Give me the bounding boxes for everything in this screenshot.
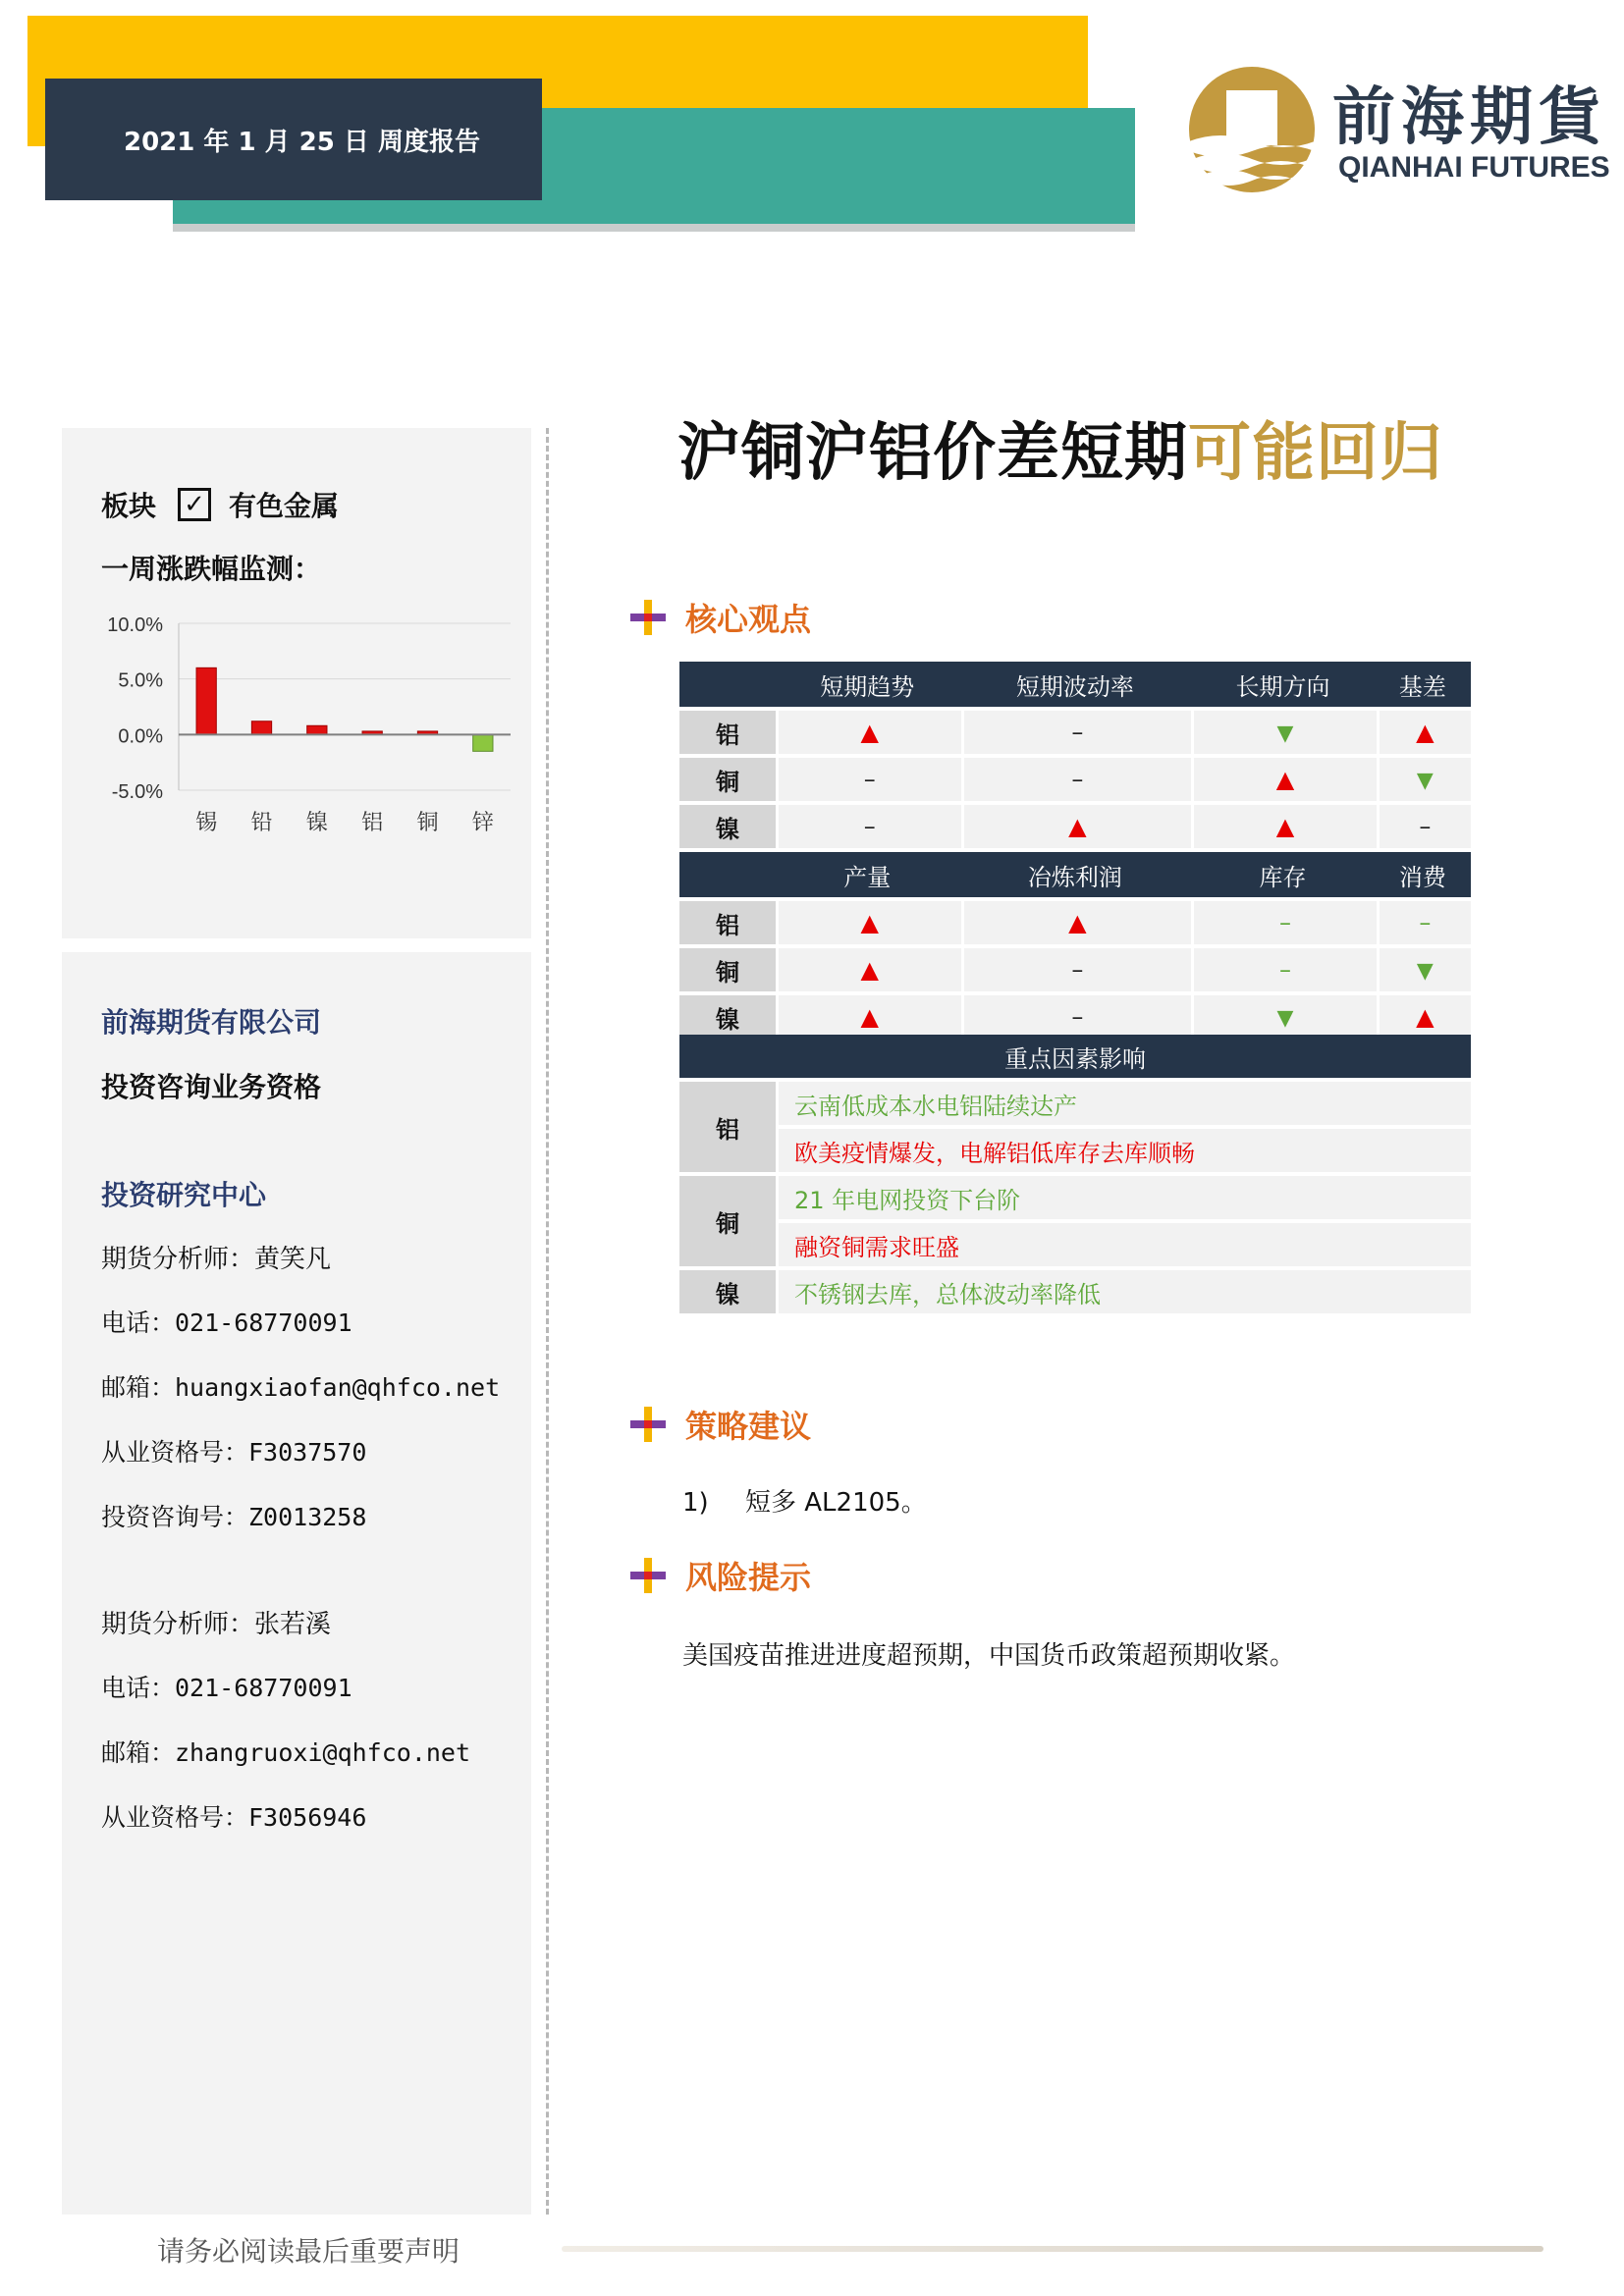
table-cell — [1377, 948, 1471, 991]
x-tick-label: 锌 — [471, 811, 494, 835]
sidebar-contact-box — [62, 952, 531, 2215]
trend-up-icon: ▲ — [860, 956, 879, 984]
trend-flat-icon: – — [1279, 909, 1291, 936]
sector-value: 有色金属 — [229, 490, 340, 522]
table-cell — [776, 995, 961, 1039]
table-row — [679, 758, 1471, 801]
factor-items — [779, 1176, 1471, 1266]
table-cell — [776, 805, 961, 848]
chart-bar — [251, 721, 271, 735]
section-cross-icon — [628, 1405, 668, 1444]
factor-item: 21 年电网投资下台阶 — [779, 1176, 1471, 1219]
trend-down-icon: ▼ — [1416, 959, 1434, 984]
x-tick-label: 镍 — [305, 811, 328, 835]
section-risk — [628, 1553, 811, 1598]
section-cross-icon — [628, 598, 668, 637]
logo-chinese-text: 前海期貨 — [1332, 80, 1607, 154]
row-label: 镍 — [679, 805, 776, 848]
column-header: 消费 — [1377, 852, 1471, 897]
table-cell — [776, 901, 961, 944]
table-row — [679, 948, 1471, 991]
trend-up-icon: ▲ — [860, 909, 879, 936]
factor-item: 云南低成本水电铝陆续达产 — [779, 1082, 1471, 1125]
weekly-change-chart — [88, 604, 520, 849]
factor-item: 欧美疫情爆发，电解铝低库存去库顺畅 — [779, 1129, 1471, 1172]
factor-row-label: 镍 — [679, 1270, 776, 1313]
section-core-title: 核心观点 — [685, 601, 812, 638]
analyst-2-title: 期货分析师：张若溪 — [101, 1610, 332, 1639]
y-tick-label: 0.0% — [118, 725, 163, 748]
company-name: 前海期货有限公司 — [101, 1006, 322, 1039]
section-cross-icon — [628, 1556, 668, 1595]
factor-item: 不锈钢去库，总体波动率降低 — [779, 1270, 1471, 1313]
analyst-1-title: 期货分析师：黄笑凡 — [101, 1245, 332, 1274]
table-cell — [776, 758, 961, 801]
sector-label: 板块 — [101, 490, 157, 522]
trend-down-icon: ▼ — [1276, 1006, 1294, 1031]
logo-english-text: QIANHAI FUTURES — [1338, 151, 1610, 184]
trend-up-icon: ▲ — [1416, 719, 1435, 746]
header-blank-cell — [679, 852, 776, 897]
factor-row — [679, 1176, 1471, 1266]
analyst-2-license: 从业资格号：F3056946 — [101, 1803, 367, 1832]
factor-items — [779, 1082, 1471, 1172]
table-cell — [961, 948, 1192, 991]
x-tick-label: 铅 — [250, 811, 273, 835]
analyst-1-advisory: 投资咨询号：Z0013258 — [101, 1503, 367, 1531]
row-label: 铜 — [679, 948, 776, 991]
factor-items — [779, 1270, 1471, 1313]
footer-disclaimer-note: 请务必阅读最后重要声明 — [157, 2235, 460, 2268]
x-tick-label: 锡 — [195, 811, 218, 835]
sector-checkbox: ✓ — [178, 488, 211, 521]
trend-down-icon: ▼ — [1416, 769, 1434, 793]
table-cell — [961, 995, 1192, 1039]
table-cell — [1377, 995, 1471, 1039]
table1-header-row — [679, 662, 1471, 707]
header-band-shadow — [173, 224, 1135, 232]
footer-divider — [562, 2246, 1543, 2252]
trend-up-icon: ▲ — [860, 719, 879, 746]
trend-flat-icon: – — [1419, 909, 1432, 936]
logo-emblem-icon — [1183, 61, 1321, 198]
column-header: 长期方向 — [1191, 662, 1377, 707]
row-label: 铝 — [679, 711, 776, 754]
sector-row — [101, 485, 339, 524]
strategy-item — [682, 1482, 927, 1519]
section-strategy-title: 策略建议 — [685, 1408, 812, 1445]
table-cell — [1191, 901, 1377, 944]
column-header: 短期波动率 — [961, 662, 1192, 707]
chart-bar — [473, 734, 493, 751]
table-cell — [1191, 758, 1377, 801]
table-cell — [1191, 948, 1377, 991]
analyst-1-email[interactable]: 邮箱：huangxiaofan@qhfco.net — [101, 1373, 501, 1402]
trend-down-icon: ▼ — [1276, 721, 1294, 746]
column-header: 库存 — [1191, 852, 1377, 897]
trend-flat-icon: – — [1071, 719, 1084, 746]
trend-up-icon: ▲ — [1068, 813, 1087, 840]
report-date-label: 2021 年 1 月 25 日 周度报告 — [45, 79, 542, 200]
table-cell — [1191, 995, 1377, 1039]
analyst-1-phone: 电话：021-68770091 — [101, 1308, 352, 1337]
row-label: 镍 — [679, 995, 776, 1039]
column-header: 短期趋势 — [776, 662, 961, 707]
column-header: 基差 — [1377, 662, 1471, 707]
trend-up-icon: ▲ — [1068, 909, 1087, 936]
section-risk-title: 风险提示 — [685, 1559, 812, 1596]
header-blank-cell — [679, 662, 776, 707]
column-header: 冶炼利润 — [961, 852, 1192, 897]
table-row — [679, 711, 1471, 754]
y-tick-label: 10.0% — [107, 614, 163, 636]
trend-flat-icon: – — [1071, 766, 1084, 793]
table-row — [679, 995, 1471, 1039]
analyst-2-email[interactable]: 邮箱：zhangruoxi@qhfco.net — [101, 1738, 471, 1767]
factor-row — [679, 1082, 1471, 1172]
strategy-text: 短多 AL2105。 — [745, 1488, 927, 1518]
table-cell — [776, 948, 961, 991]
section-strategy — [628, 1402, 811, 1447]
chart-bar — [196, 667, 216, 734]
company-logo — [1183, 61, 1610, 198]
trend-flat-icon: – — [1071, 956, 1084, 984]
table-cell — [961, 758, 1192, 801]
x-tick-label: 铜 — [416, 811, 439, 835]
table-cell — [1191, 711, 1377, 754]
trend-up-icon: ▲ — [1275, 766, 1295, 793]
row-label: 铜 — [679, 758, 776, 801]
factor-row — [679, 1270, 1471, 1313]
table-cell — [1377, 805, 1471, 848]
table-cell — [1377, 711, 1471, 754]
table-row — [679, 805, 1471, 848]
y-tick-label: -5.0% — [111, 781, 163, 803]
chart-bar — [307, 725, 327, 734]
analyst-1-license: 从业资格号：F3037570 — [101, 1438, 367, 1467]
risk-text: 美国疫苗推进进度超预期，中国货币政策超预期收紧。 — [682, 1641, 1296, 1671]
column-header: 产量 — [776, 852, 961, 897]
factor-row-label: 铜 — [679, 1176, 776, 1266]
table2-header-row — [679, 852, 1471, 897]
table-cell — [961, 805, 1192, 848]
table-cell — [776, 711, 961, 754]
strategy-number: 1) — [682, 1488, 709, 1518]
company-qualification: 投资咨询业务资格 — [101, 1071, 322, 1103]
weekly-change-title: 一周涨跌幅监测： — [101, 553, 322, 585]
trend-flat-icon: – — [1071, 1003, 1084, 1031]
table-cell — [1377, 901, 1471, 944]
outlook-table — [679, 658, 1471, 1042]
factor-header: 重点因素影响 — [679, 1035, 1471, 1078]
research-center: 投资研究中心 — [101, 1179, 267, 1211]
trend-flat-icon: – — [1279, 956, 1291, 984]
table-row — [679, 901, 1471, 944]
page-title — [677, 402, 1443, 493]
analyst-2-phone: 电话：021-68770091 — [101, 1674, 352, 1702]
table-cell — [961, 711, 1192, 754]
trend-up-icon: ▲ — [1416, 1003, 1435, 1031]
trend-flat-icon: – — [1419, 813, 1432, 840]
factor-item: 融资铜需求旺盛 — [779, 1223, 1471, 1266]
row-label: 铝 — [679, 901, 776, 944]
trend-flat-icon: – — [863, 813, 876, 840]
table-cell — [1377, 758, 1471, 801]
page-title-accent: 可能回归 — [1188, 417, 1443, 490]
table-cell — [961, 901, 1192, 944]
table-cell — [1191, 805, 1377, 848]
section-core — [628, 595, 811, 640]
page-title-main: 沪铜沪铝价差短期 — [677, 417, 1188, 490]
factor-row-label: 铝 — [679, 1082, 776, 1172]
sidebar-divider — [546, 428, 549, 2215]
y-tick-label: 5.0% — [118, 669, 163, 692]
trend-up-icon: ▲ — [1275, 813, 1295, 840]
trend-up-icon: ▲ — [860, 1003, 879, 1031]
x-tick-label: 铝 — [361, 811, 384, 835]
trend-flat-icon: – — [863, 766, 876, 793]
